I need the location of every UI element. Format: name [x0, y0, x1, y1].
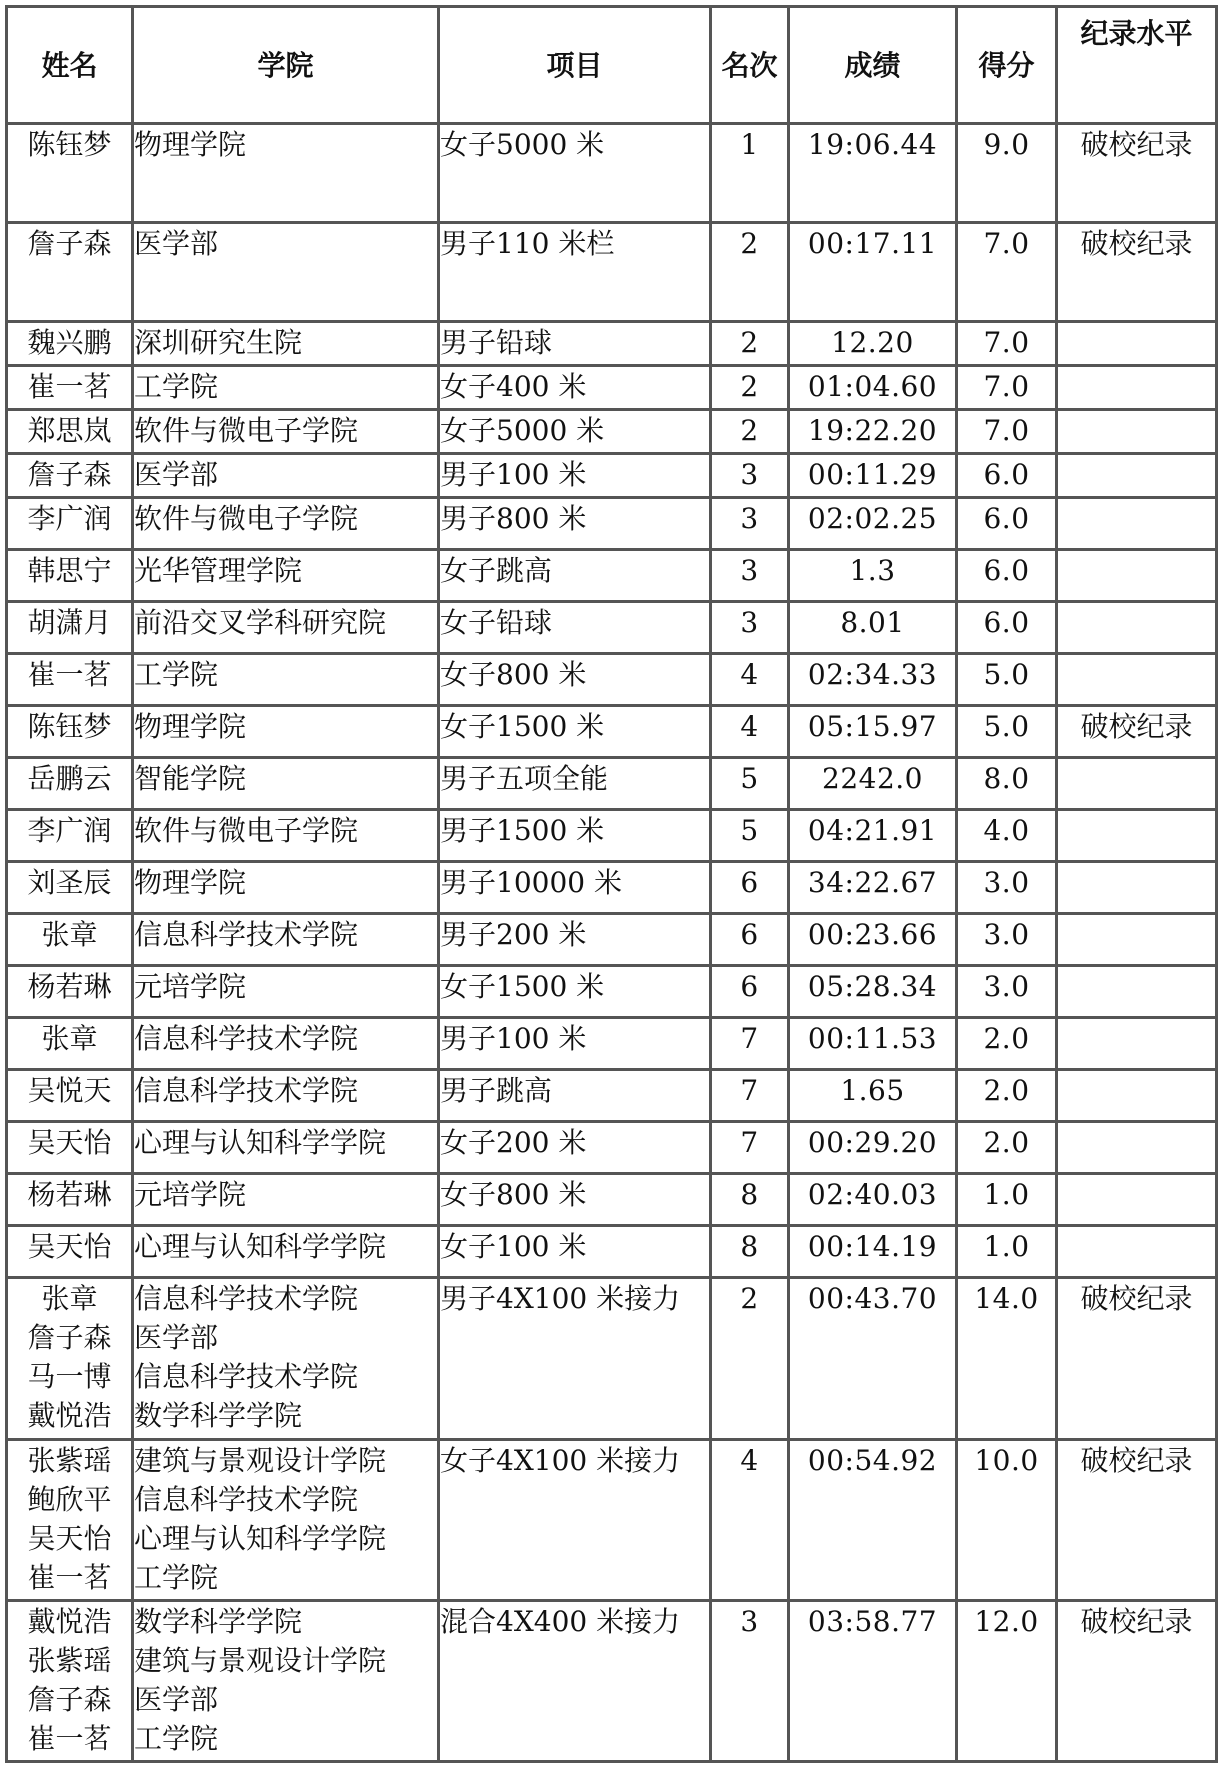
college-name: 信息科学技术学院 [134, 1360, 359, 1393]
cell-event: 男子800 米 [439, 498, 711, 550]
college-name: 医学部 [134, 227, 219, 260]
cell-result: 00:17.11 [789, 223, 957, 322]
cell-rank: 8 [711, 1226, 789, 1278]
cell-record-level [1057, 862, 1217, 914]
athlete-name: 崔一茗 [27, 1722, 112, 1755]
cell-result: 1.3 [789, 550, 957, 602]
athlete-name: 李广润 [27, 502, 112, 535]
college-name: 信息科学技术学院 [134, 1022, 359, 1055]
cell-result: 00:11.29 [789, 454, 957, 498]
cell-athlete-name [7, 454, 133, 498]
cell-record-level [1057, 758, 1217, 810]
cell-event: 女子跳高 [439, 550, 711, 602]
cell-college [133, 654, 439, 706]
table-row [7, 862, 1217, 914]
cell-record-level [1057, 410, 1217, 454]
cell-rank: 3 [711, 550, 789, 602]
athlete-name: 陈钰梦 [27, 710, 112, 743]
cell-result: 00:54.92 [789, 1440, 957, 1601]
cell-rank: 6 [711, 914, 789, 966]
athlete-name: 吴悦天 [27, 1074, 112, 1107]
college-name: 医学部 [134, 458, 219, 491]
cell-rank: 3 [711, 1601, 789, 1762]
college-name: 信息科学技术学院 [134, 1074, 359, 1107]
cell-athlete-name [7, 758, 133, 810]
cell-college [133, 1278, 439, 1440]
table-row [7, 1601, 1217, 1762]
cell-score: 2.0 [957, 1018, 1057, 1070]
cell-rank: 2 [711, 410, 789, 454]
cell-rank: 2 [711, 223, 789, 322]
college-name: 物理学院 [134, 128, 247, 161]
cell-result: 12.20 [789, 322, 957, 366]
cell-event: 女子800 米 [439, 1174, 711, 1226]
cell-athlete-name [7, 1278, 133, 1440]
cell-college [133, 223, 439, 322]
athlete-name: 詹子森 [27, 458, 112, 491]
cell-record-level: 破校纪录 [1057, 223, 1217, 322]
header-score: 得分 [957, 7, 1057, 124]
table-row [7, 914, 1217, 966]
table-row [7, 124, 1217, 223]
cell-athlete-name [7, 966, 133, 1018]
college-name: 医学部 [134, 1683, 219, 1716]
cell-rank: 4 [711, 654, 789, 706]
athlete-name: 韩思宁 [27, 554, 112, 587]
cell-college [133, 1122, 439, 1174]
cell-athlete-name [7, 654, 133, 706]
header-result: 成绩 [789, 7, 957, 124]
cell-record-level [1057, 1070, 1217, 1122]
cell-score: 7.0 [957, 322, 1057, 366]
cell-result: 19:22.20 [789, 410, 957, 454]
college-name: 深圳研究生院 [134, 326, 303, 359]
cell-event: 女子5000 米 [439, 410, 711, 454]
athlete-name: 杨若琳 [27, 1178, 112, 1211]
athlete-name: 詹子森 [27, 1321, 112, 1354]
cell-record-level [1057, 602, 1217, 654]
cell-score: 6.0 [957, 454, 1057, 498]
cell-college [133, 810, 439, 862]
cell-result: 05:15.97 [789, 706, 957, 758]
cell-college [133, 602, 439, 654]
cell-athlete-name [7, 322, 133, 366]
cell-result: 02:02.25 [789, 498, 957, 550]
cell-college [133, 1440, 439, 1601]
athlete-name: 崔一茗 [27, 370, 112, 403]
cell-event: 女子4X100 米接力 [439, 1440, 711, 1601]
header-rank: 名次 [711, 7, 789, 124]
cell-event: 男子100 米 [439, 454, 711, 498]
header-name: 姓名 [7, 7, 133, 124]
cell-result: 2242.0 [789, 758, 957, 810]
table-row [7, 1070, 1217, 1122]
cell-record-level: 破校纪录 [1057, 1601, 1217, 1762]
cell-record-level [1057, 1018, 1217, 1070]
cell-score: 4.0 [957, 810, 1057, 862]
cell-athlete-name [7, 1018, 133, 1070]
cell-event: 女子800 米 [439, 654, 711, 706]
athlete-name: 吴天怡 [27, 1230, 112, 1263]
cell-college [133, 1018, 439, 1070]
cell-record-level [1057, 1174, 1217, 1226]
cell-rank: 2 [711, 366, 789, 410]
results-table-body [7, 124, 1217, 1762]
table-row [7, 758, 1217, 810]
cell-event: 女子200 米 [439, 1122, 711, 1174]
cell-result: 00:23.66 [789, 914, 957, 966]
cell-athlete-name [7, 1440, 133, 1601]
college-name: 工学院 [134, 1561, 219, 1594]
athlete-name: 岳鹏云 [27, 762, 112, 795]
cell-result: 34:22.67 [789, 862, 957, 914]
cell-score: 5.0 [957, 706, 1057, 758]
cell-score: 6.0 [957, 498, 1057, 550]
table-row [7, 498, 1217, 550]
table-row [7, 602, 1217, 654]
table-row [7, 1018, 1217, 1070]
athlete-name: 吴天怡 [27, 1522, 112, 1555]
college-name: 物理学院 [134, 866, 247, 899]
cell-athlete-name [7, 914, 133, 966]
cell-college [133, 366, 439, 410]
cell-record-level [1057, 550, 1217, 602]
college-name: 软件与微电子学院 [134, 414, 359, 447]
cell-score: 9.0 [957, 124, 1057, 223]
cell-record-level: 破校纪录 [1057, 706, 1217, 758]
cell-record-level [1057, 1122, 1217, 1174]
cell-event: 男子铅球 [439, 322, 711, 366]
cell-record-level [1057, 454, 1217, 498]
results-table [5, 5, 1218, 1763]
header-record-level: 纪录水平 [1057, 7, 1217, 124]
college-name: 工学院 [134, 370, 219, 403]
header-event: 项目 [439, 7, 711, 124]
college-name: 工学院 [134, 658, 219, 691]
cell-event: 女子400 米 [439, 366, 711, 410]
athlete-name: 崔一茗 [27, 658, 112, 691]
athlete-name: 张章 [41, 1282, 98, 1315]
table-row [7, 1122, 1217, 1174]
cell-rank: 6 [711, 862, 789, 914]
cell-athlete-name [7, 498, 133, 550]
cell-rank: 1 [711, 124, 789, 223]
table-row [7, 1278, 1217, 1440]
cell-athlete-name [7, 1122, 133, 1174]
cell-event: 男子4X100 米接力 [439, 1278, 711, 1440]
cell-college [133, 1174, 439, 1226]
athlete-name: 胡潇月 [27, 606, 112, 639]
table-row [7, 454, 1217, 498]
athlete-name: 杨若琳 [27, 970, 112, 1003]
college-name: 数学科学学院 [134, 1605, 303, 1638]
athlete-name: 吴天怡 [27, 1126, 112, 1159]
athlete-name: 崔一茗 [27, 1561, 112, 1594]
cell-rank: 3 [711, 454, 789, 498]
cell-event: 男子五项全能 [439, 758, 711, 810]
cell-athlete-name [7, 124, 133, 223]
cell-score: 5.0 [957, 654, 1057, 706]
table-row [7, 654, 1217, 706]
cell-rank: 7 [711, 1018, 789, 1070]
cell-athlete-name [7, 223, 133, 322]
cell-athlete-name [7, 1070, 133, 1122]
table-row [7, 706, 1217, 758]
cell-college [133, 914, 439, 966]
cell-athlete-name [7, 1174, 133, 1226]
athlete-name: 戴悦浩 [27, 1399, 112, 1432]
athlete-name: 刘圣辰 [27, 866, 112, 899]
college-name: 建筑与景观设计学院 [134, 1444, 387, 1477]
athlete-name: 詹子森 [27, 1683, 112, 1716]
cell-athlete-name [7, 810, 133, 862]
table-row [7, 366, 1217, 410]
cell-score: 7.0 [957, 410, 1057, 454]
cell-result: 01:04.60 [789, 366, 957, 410]
cell-athlete-name [7, 706, 133, 758]
table-row [7, 966, 1217, 1018]
college-name: 数学科学学院 [134, 1399, 303, 1432]
table-row [7, 810, 1217, 862]
college-name: 前沿交叉学科研究院 [134, 606, 387, 639]
cell-college [133, 706, 439, 758]
table-row [7, 550, 1217, 602]
cell-rank: 2 [711, 322, 789, 366]
cell-record-level [1057, 810, 1217, 862]
cell-record-level: 破校纪录 [1057, 1278, 1217, 1440]
cell-score: 6.0 [957, 602, 1057, 654]
cell-college [133, 1226, 439, 1278]
cell-result: 02:40.03 [789, 1174, 957, 1226]
cell-event: 男子10000 米 [439, 862, 711, 914]
cell-rank: 5 [711, 758, 789, 810]
athlete-name: 戴悦浩 [27, 1605, 112, 1638]
cell-result: 02:34.33 [789, 654, 957, 706]
cell-score: 14.0 [957, 1278, 1057, 1440]
athlete-name: 马一博 [27, 1360, 112, 1393]
cell-score: 2.0 [957, 1122, 1057, 1174]
table-row [7, 223, 1217, 322]
cell-result: 1.65 [789, 1070, 957, 1122]
cell-college [133, 862, 439, 914]
table-row [7, 1226, 1217, 1278]
college-name: 元培学院 [134, 970, 247, 1003]
athlete-name: 张章 [41, 1022, 98, 1055]
cell-record-level: 破校纪录 [1057, 124, 1217, 223]
cell-result: 00:11.53 [789, 1018, 957, 1070]
cell-score: 3.0 [957, 862, 1057, 914]
cell-result: 00:29.20 [789, 1122, 957, 1174]
cell-record-level [1057, 366, 1217, 410]
cell-athlete-name [7, 602, 133, 654]
college-name: 光华管理学院 [134, 554, 303, 587]
college-name: 信息科学技术学院 [134, 1483, 359, 1516]
cell-event: 男子跳高 [439, 1070, 711, 1122]
cell-college [133, 498, 439, 550]
cell-college [133, 124, 439, 223]
cell-athlete-name [7, 1226, 133, 1278]
cell-rank: 6 [711, 966, 789, 1018]
cell-college [133, 454, 439, 498]
cell-athlete-name [7, 366, 133, 410]
cell-rank: 3 [711, 498, 789, 550]
header-row [7, 7, 1217, 124]
cell-event: 女子5000 米 [439, 124, 711, 223]
athlete-name: 张紫瑶 [27, 1444, 112, 1477]
cell-score: 12.0 [957, 1601, 1057, 1762]
athlete-name: 詹子森 [27, 227, 112, 260]
cell-college [133, 1070, 439, 1122]
cell-score: 7.0 [957, 366, 1057, 410]
cell-event: 男子1500 米 [439, 810, 711, 862]
results-table-container [5, 5, 1215, 1763]
cell-event: 男子100 米 [439, 1018, 711, 1070]
table-row [7, 410, 1217, 454]
cell-college [133, 1601, 439, 1762]
cell-result: 8.01 [789, 602, 957, 654]
cell-athlete-name [7, 1601, 133, 1762]
table-row [7, 322, 1217, 366]
cell-record-level [1057, 322, 1217, 366]
cell-score: 3.0 [957, 966, 1057, 1018]
cell-record-level [1057, 966, 1217, 1018]
athlete-name: 陈钰梦 [27, 128, 112, 161]
cell-rank: 2 [711, 1278, 789, 1440]
college-name: 智能学院 [134, 762, 247, 795]
college-name: 元培学院 [134, 1178, 247, 1211]
cell-result: 05:28.34 [789, 966, 957, 1018]
cell-record-level [1057, 498, 1217, 550]
college-name: 物理学院 [134, 710, 247, 743]
cell-athlete-name [7, 550, 133, 602]
cell-rank: 7 [711, 1070, 789, 1122]
cell-event: 女子100 米 [439, 1226, 711, 1278]
cell-score: 3.0 [957, 914, 1057, 966]
cell-athlete-name [7, 410, 133, 454]
cell-college [133, 322, 439, 366]
college-name: 软件与微电子学院 [134, 502, 359, 535]
cell-score: 10.0 [957, 1440, 1057, 1601]
cell-rank: 3 [711, 602, 789, 654]
college-name: 心理与认知科学学院 [134, 1522, 387, 1555]
cell-score: 8.0 [957, 758, 1057, 810]
cell-result: 19:06.44 [789, 124, 957, 223]
college-name: 软件与微电子学院 [134, 814, 359, 847]
college-name: 心理与认知科学学院 [134, 1126, 387, 1159]
college-name: 心理与认知科学学院 [134, 1230, 387, 1263]
cell-event: 男子200 米 [439, 914, 711, 966]
cell-result: 00:43.70 [789, 1278, 957, 1440]
cell-event: 女子铅球 [439, 602, 711, 654]
cell-record-level [1057, 1226, 1217, 1278]
cell-rank: 4 [711, 1440, 789, 1601]
athlete-name: 郑思岚 [27, 414, 112, 447]
cell-rank: 5 [711, 810, 789, 862]
cell-college [133, 550, 439, 602]
cell-college [133, 966, 439, 1018]
cell-score: 6.0 [957, 550, 1057, 602]
college-name: 医学部 [134, 1321, 219, 1354]
cell-record-level [1057, 654, 1217, 706]
cell-result: 04:21.91 [789, 810, 957, 862]
cell-college [133, 410, 439, 454]
cell-rank: 7 [711, 1122, 789, 1174]
cell-rank: 4 [711, 706, 789, 758]
cell-result: 03:58.77 [789, 1601, 957, 1762]
cell-event: 女子1500 米 [439, 706, 711, 758]
college-name: 建筑与景观设计学院 [134, 1644, 387, 1677]
cell-rank: 8 [711, 1174, 789, 1226]
table-row [7, 1174, 1217, 1226]
cell-event: 女子1500 米 [439, 966, 711, 1018]
cell-score: 7.0 [957, 223, 1057, 322]
cell-event: 混合4X400 米接力 [439, 1601, 711, 1762]
cell-result: 00:14.19 [789, 1226, 957, 1278]
cell-event: 男子110 米栏 [439, 223, 711, 322]
cell-athlete-name [7, 862, 133, 914]
cell-score: 2.0 [957, 1070, 1057, 1122]
athlete-name: 鲍欣平 [27, 1483, 112, 1516]
athlete-name: 魏兴鹏 [27, 326, 112, 359]
cell-record-level: 破校纪录 [1057, 1440, 1217, 1601]
cell-college [133, 758, 439, 810]
athlete-name: 张紫瑶 [27, 1644, 112, 1677]
cell-record-level [1057, 914, 1217, 966]
college-name: 信息科学技术学院 [134, 1282, 359, 1315]
header-college: 学院 [133, 7, 439, 124]
cell-score: 1.0 [957, 1174, 1057, 1226]
athlete-name: 李广润 [27, 814, 112, 847]
table-row [7, 1440, 1217, 1601]
college-name: 信息科学技术学院 [134, 918, 359, 951]
cell-score: 1.0 [957, 1226, 1057, 1278]
athlete-name: 张章 [41, 918, 98, 951]
college-name: 工学院 [134, 1722, 219, 1755]
